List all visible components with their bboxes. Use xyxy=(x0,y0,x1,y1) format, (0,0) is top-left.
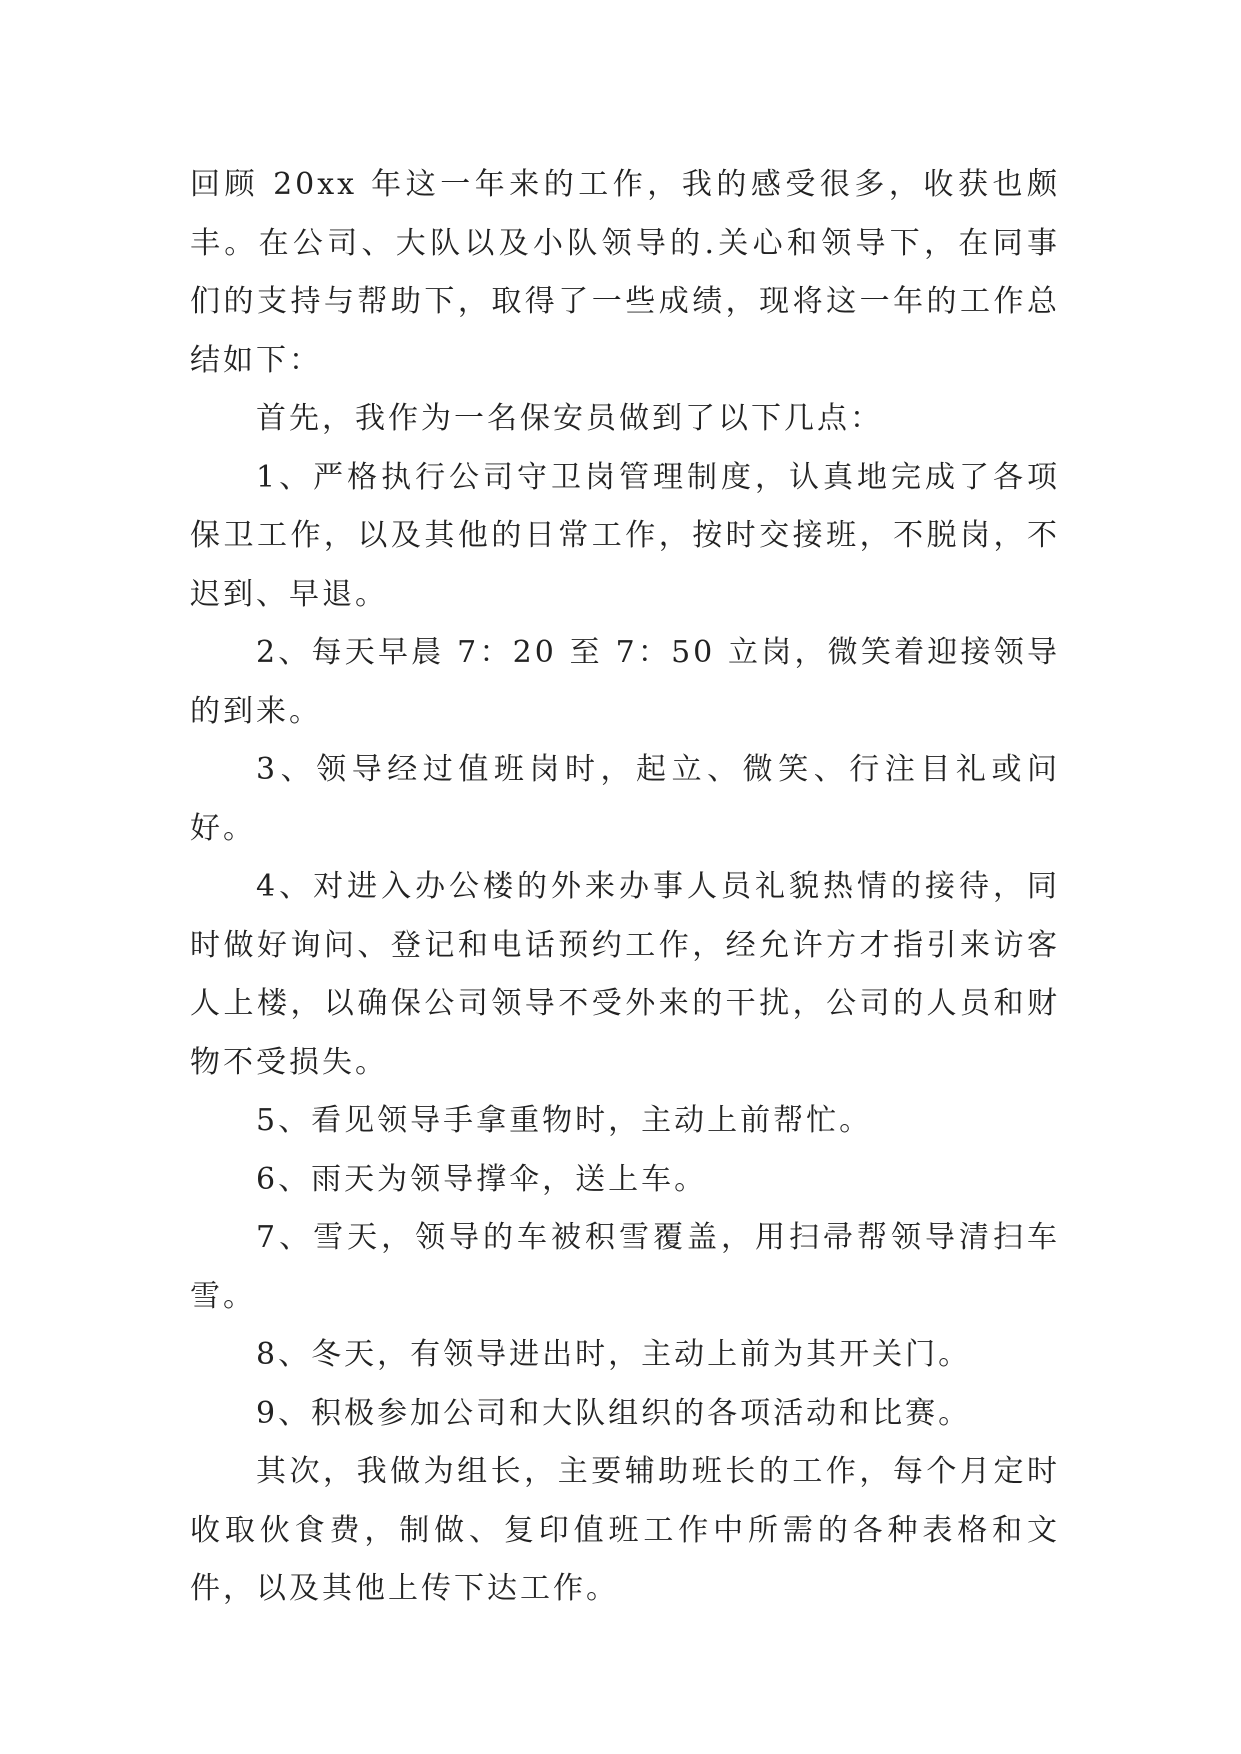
list-item-5: 5、看见领导手拿重物时，主动上前帮忙。 xyxy=(256,1103,873,1138)
paragraph-intro: 回顾 20xx 年这一年来的工作，我的感受很多，收获也颇丰。在公司、大队以及小队领导的.关心和领导下，在同事们的支持与帮助下，取得了一些成绩，现将这一年的工作总结如下： xyxy=(190,167,1060,378)
list-item-8: 8、冬天，有领导进出时，主动上前为其开关门。 xyxy=(256,1337,972,1372)
list-item-2: 2、每天早晨 7：20 至 7：50 立岗，微笑着迎接领导的到来。 xyxy=(190,635,1060,729)
list-item-4: 4、对进入办公楼的外来办事人员礼貌热情的接待，同时做好询问、登记和电话预约工作，经允许方才指引来访客人上楼，以确保公司领导不受外来的干扰，公司的人员和财物不受损失。 xyxy=(190,869,1060,1080)
list-item-1: 1、严格执行公司守卫岗管理制度，认真地完成了各项保卫工作，以及其他的日常工作，按时交接班，不脱岗，不迟到、早退。 xyxy=(190,459,1060,612)
list-item-9: 9、积极参加公司和大队组织的各项活动和比赛。 xyxy=(256,1395,972,1431)
paragraph-first-heading: 首先，我作为一名保安员做到了以下几点： xyxy=(256,401,883,436)
list-item-6: 6、雨天为领导撑伞，送上车。 xyxy=(256,1161,708,1197)
document-body xyxy=(190,156,1060,1619)
list-item-3: 3、领导经过值班岗时，起立、微笑、行注目礼或问好。 xyxy=(190,752,1060,846)
list-item-7: 7、雪天，领导的车被积雪覆盖，用扫帚帮领导清扫车雪。 xyxy=(190,1220,1060,1314)
paragraph-second: 其次，我做为组长，主要辅助班长的工作，每个月定时收取伙食费，制做、复印值班工作中所需的各种表格和文件，以及其他上传下达工作。 xyxy=(190,1454,1060,1606)
